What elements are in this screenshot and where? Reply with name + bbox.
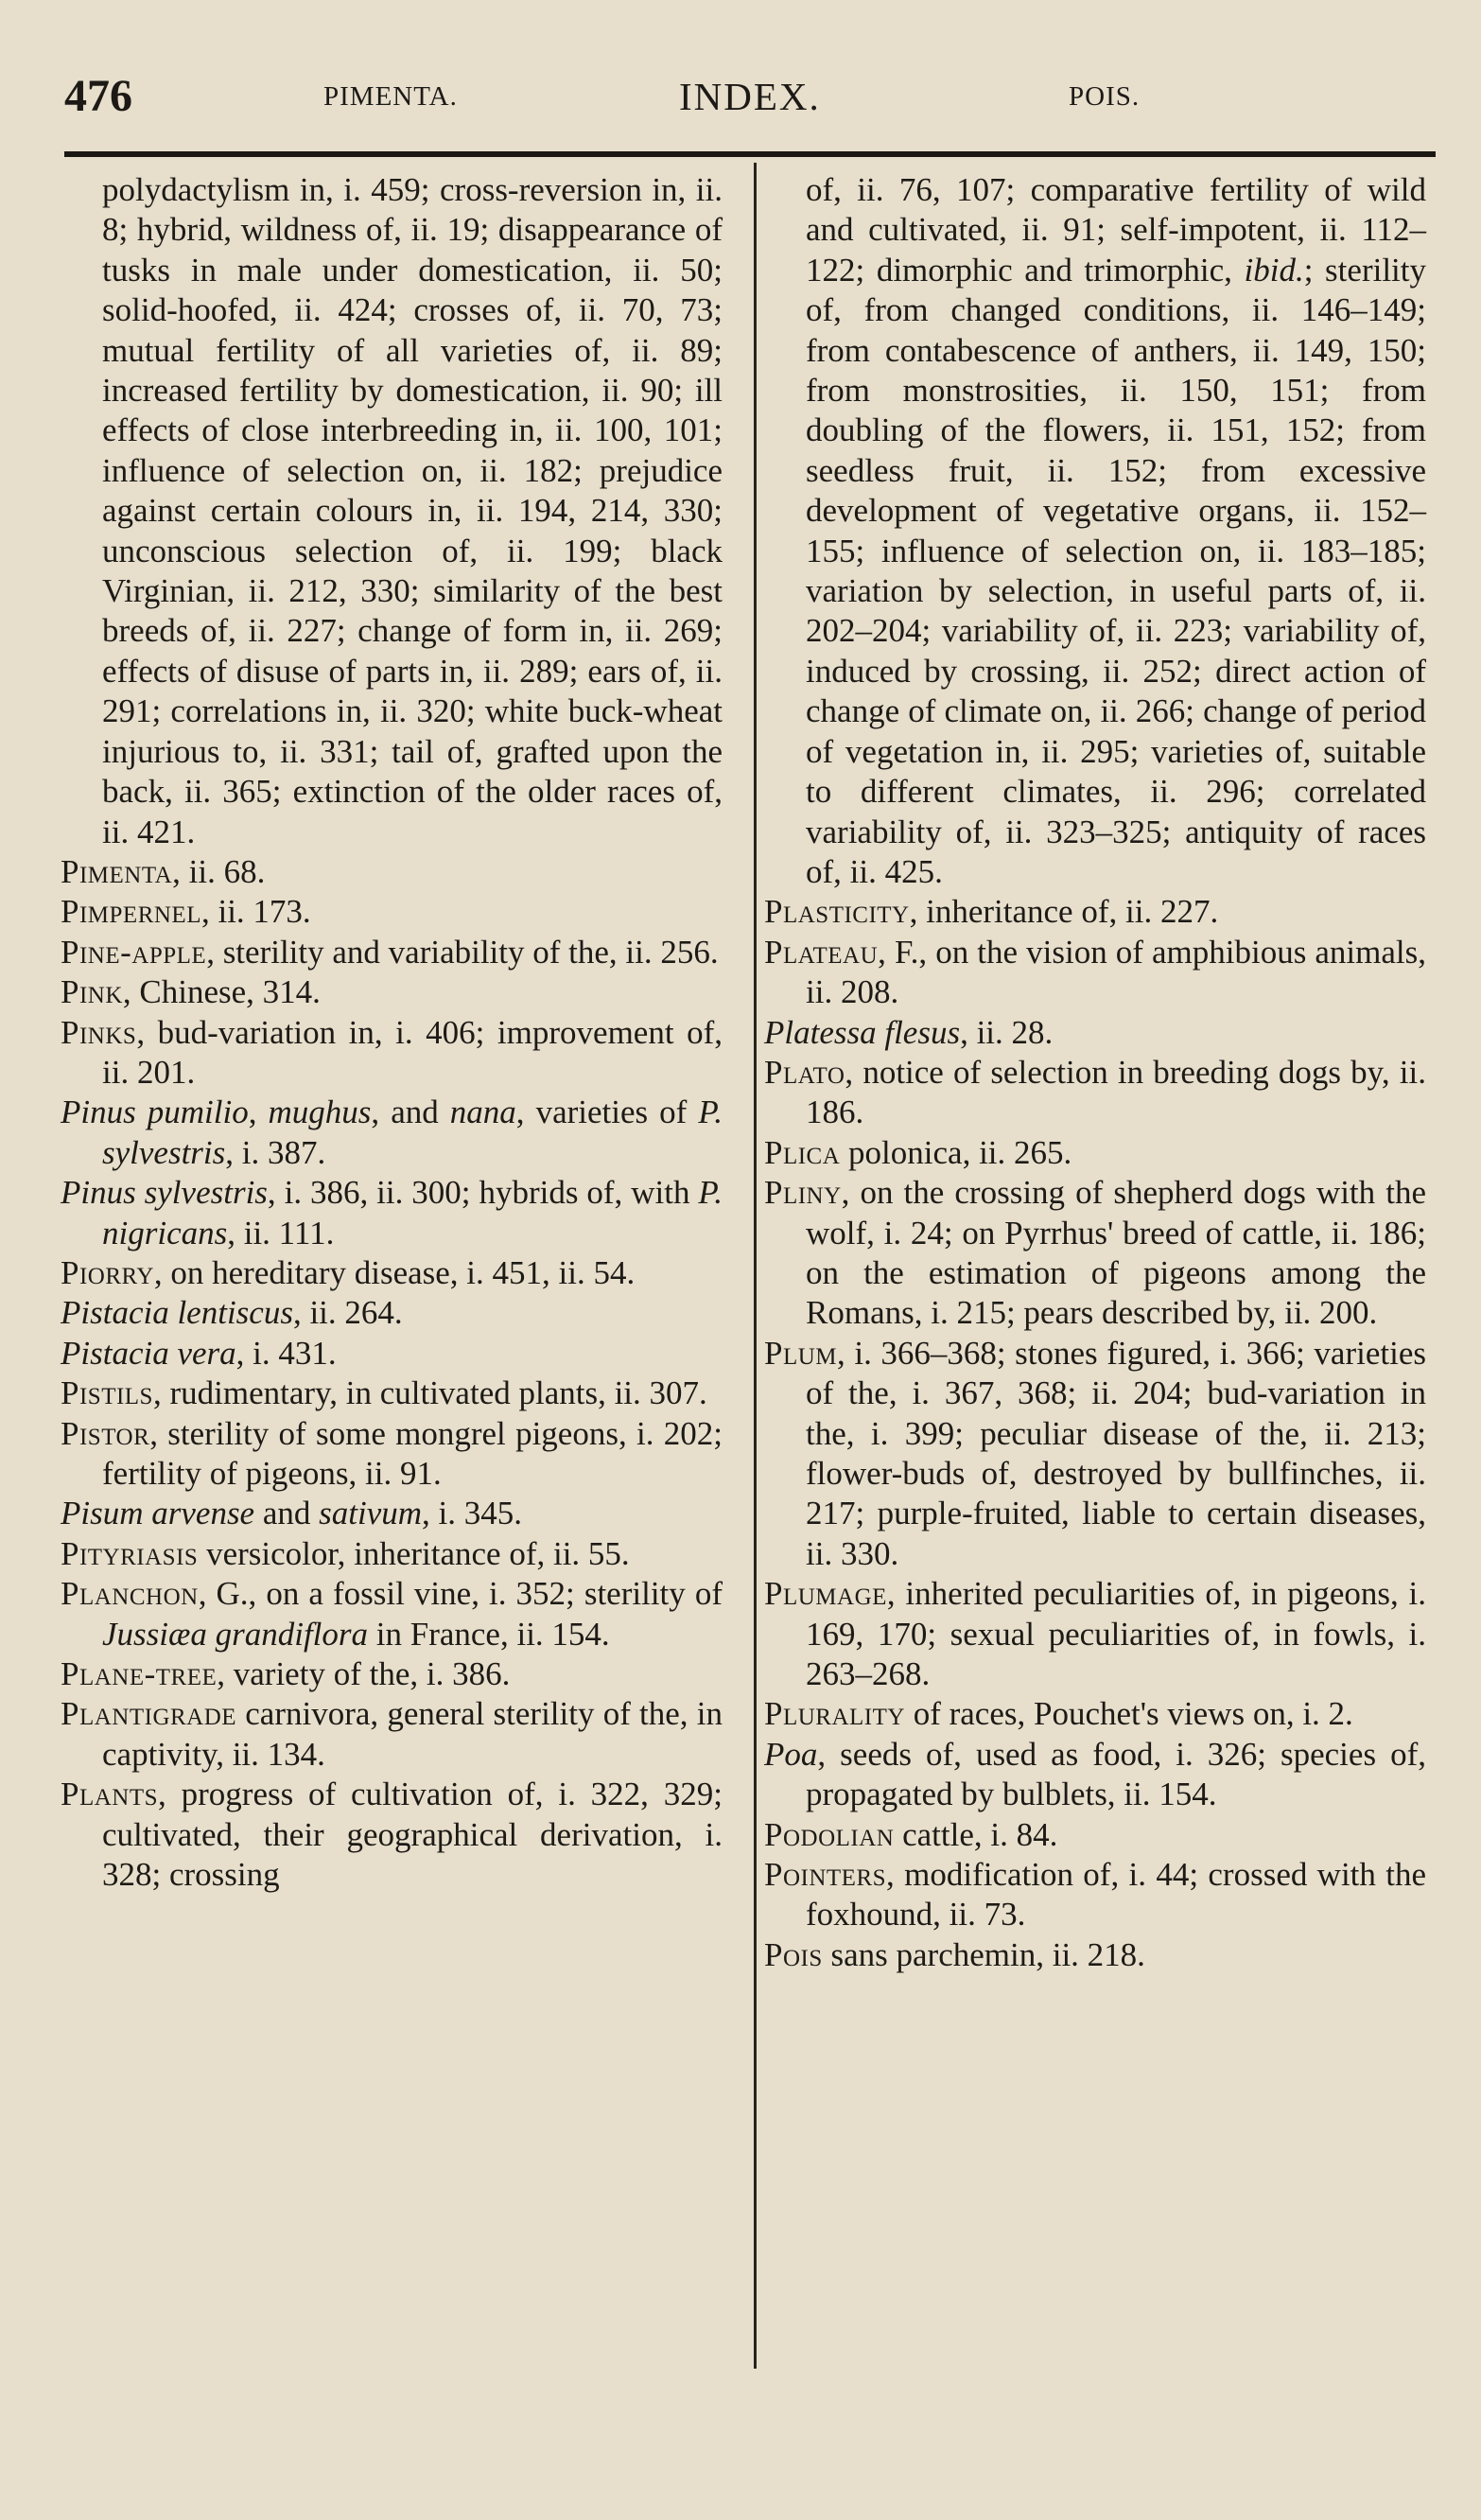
entry-text: polonica, ii. 265. <box>840 1133 1072 1171</box>
entry-headword: Podolian <box>764 1815 895 1853</box>
index-entry <box>61 1093 723 1173</box>
index-entry <box>764 1855 1426 1935</box>
index-entry <box>61 1775 723 1895</box>
index-entry <box>61 1414 723 1495</box>
entry-text: , F., on the vision of amphibious animals, ii. 208. <box>806 933 1426 1011</box>
entry-text: , G., on a fossil vine, i. 352; sterility of Jussiæa grandiflora in France, ii. 154. <box>102 1575 723 1653</box>
entry-headword: Pinks <box>61 1013 137 1051</box>
entry-headword: Pink <box>61 973 123 1011</box>
index-entry <box>61 972 723 1012</box>
entry-headword: Pistils <box>61 1374 153 1412</box>
entry-text: , notice of selection in breeding dogs by, ii. 186. <box>806 1053 1426 1131</box>
entry-headword: Plasticity <box>764 893 910 931</box>
index-entry <box>61 1694 723 1775</box>
entry-headword: Pine-apple <box>61 933 207 971</box>
entry-headword: Plants <box>61 1776 159 1813</box>
entry-headword: Pointers <box>764 1856 887 1894</box>
index-entry <box>764 1735 1426 1815</box>
entry-text: Platessa flesus, ii. 28. <box>764 1013 1054 1051</box>
entry-text: carnivora, general sterility of the, in captivity, ii. 134. <box>102 1695 723 1773</box>
entry-text: , modification of, i. 44; crossed with the foxhound, ii. 73. <box>806 1856 1426 1934</box>
entry-text: , sterility of some mongrel pigeons, i. 202; fertility of pigeons, ii. 91. <box>102 1414 723 1492</box>
left-running-head: PIMENTA. <box>323 81 458 112</box>
page-number: 476 <box>64 71 132 121</box>
index-entry <box>61 1253 723 1293</box>
index-entry <box>61 1534 723 1574</box>
entry-headword: Planchon <box>61 1575 199 1613</box>
entry-headword: Pois <box>764 1935 823 1973</box>
entry-text: , rudimentary, in cultivated plants, ii. 307. <box>152 1374 707 1412</box>
entry-text: , on hereditary disease, i. 451, ii. 54. <box>153 1253 636 1291</box>
entry-headword: Pimenta <box>61 852 173 890</box>
index-entry <box>61 852 723 892</box>
entry-text: , bud-variation in, i. 406; improvement of, ii. 201. <box>102 1013 723 1091</box>
entry-text: , on the crossing of shepherd dogs with the wolf, i. 24; on Pyrrhus' breed of cattle, ii. 186; on the estimation of pigeons among the Romans, i. 215; pears described by, ii. 200. <box>806 1174 1426 1332</box>
index-entry <box>61 1013 723 1094</box>
entry-text: , ii. 68. <box>172 852 266 890</box>
entry-headword: Plurality <box>764 1695 905 1733</box>
entry-headword: Plum <box>764 1334 838 1372</box>
index-entry <box>764 1053 1426 1133</box>
index-column-right <box>764 170 1426 1975</box>
entry-text: , inheritance of, ii. 227. <box>909 893 1219 931</box>
entry-headword: Plateau <box>764 933 879 971</box>
index-entry <box>764 933 1426 1013</box>
index-entry <box>764 1173 1426 1334</box>
index-entry <box>764 1935 1426 1975</box>
entry-headword: Piorry <box>61 1253 154 1291</box>
entry-text: , variety of the, i. 386. <box>217 1655 511 1693</box>
entry-text: of races, Pouchet's views on, i. 2. <box>904 1695 1353 1733</box>
index-entry <box>61 933 723 972</box>
entry-text: Pistacia lentiscus, ii. 264. <box>61 1294 403 1332</box>
entry-text: cattle, i. 84. <box>894 1815 1058 1853</box>
index-entry <box>764 1334 1426 1574</box>
entry-headword: Plane-tree <box>61 1655 218 1693</box>
right-running-head: POIS. <box>1069 81 1141 112</box>
entry-text: , i. 366–368; stones figured, i. 366; varieties of the, i. 367, 368; ii. 204; bud-variation in the, i. 399; peculiar disease of the, ii. 213; flower-buds of, destroyed by bullfinches, ii. 217; purple-fruited, liable to certain diseases, ii. 330. <box>806 1334 1426 1572</box>
index-entry <box>61 892 723 932</box>
index-entry <box>764 1815 1426 1855</box>
header-rule <box>64 151 1436 157</box>
entry-text: Pinus sylvestris, i. 386, ii. 300; hybrids of, with P. nigricans, ii. 111. <box>61 1174 723 1251</box>
entry-text: , sterility and variability of the, ii. 256. <box>206 933 719 971</box>
index-entry <box>61 1334 723 1374</box>
entry-headword: Plantigrade <box>61 1695 237 1733</box>
entry-text: , ii. 173. <box>200 893 311 931</box>
entry-headword: Pistor <box>61 1414 150 1452</box>
entry-headword: Plica <box>764 1133 841 1171</box>
index-entry <box>61 1374 723 1413</box>
index-entry <box>764 1013 1426 1053</box>
index-entry <box>764 892 1426 932</box>
entry-text: Poa, seeds of, used as food, i. 326; species of, propagated by bulblets, ii. 154. <box>764 1735 1426 1813</box>
entry-text: of, ii. 76, 107; comparative fertility of wild and cultivated, ii. 91; self-impotent, ii. 112–122; dimorphic and trimorphic, ibid.; sterility of, from changed conditions, ii. 146–149; from contabescence of anthers, ii. 149, 150; from monstrosities, ii. 150, 151; from doubling of the flowers, ii. 151, 152; from seedless fruit, ii. 152; from excessive development of vegetative organs, ii. 152–155; influence of selection on, ii. 183–185; variation by selection, in useful parts of, ii. 202–204; variability of, ii. 223; variability of, induced by crossing, ii. 252; direct action of change of climate on, ii. 266; change of period of vegetation in, ii. 295; varieties of, suitable to different climates, ii. 296; correlated variability of, ii. 323–325; antiquity of races of, ii. 425. <box>806 171 1426 890</box>
entry-text: Pisum arvense and sativum, i. 345. <box>61 1495 523 1532</box>
index-entry <box>61 1173 723 1253</box>
index-entry <box>61 170 723 852</box>
entry-text: polydactylism in, i. 459; cross-reversion in, ii. 8; hybrid, wildness of, ii. 19; disappearance of tusks in male under domestication, ii. 50; solid-hoofed, ii. 424; crosses of, ii. 70, 73; mutual fertility of all varieties of, ii. 89; increased fertility by domestication, ii. 90; ill effects of close interbreeding in, ii. 100, 101; influence of selection on, ii. 182; prejudice against certain colours in, ii. 194, 214, 330; unconscious selection of, ii. 199; black Virginian, ii. 212, 330; similarity of the best breeds of, ii. 227; change of form in, ii. 269; effects of disuse of parts in, ii. 289; ears of, ii. 291; correlations in, ii. 320; white buck-wheat injurious to, ii. 331; tail of, grafted upon the back, ii. 365; extinction of the older races of, ii. 421. <box>102 171 723 850</box>
entry-text: , Chinese, 314. <box>122 973 321 1011</box>
index-column-left <box>61 170 723 1895</box>
column-divider <box>754 163 757 2369</box>
index-entry <box>764 1694 1426 1734</box>
entry-headword: Plato <box>764 1053 845 1091</box>
entry-headword: Pityriasis <box>61 1534 199 1572</box>
entry-text: sans parchemin, ii. 218. <box>822 1935 1145 1973</box>
index-entry <box>61 1293 723 1333</box>
index-entry <box>764 1574 1426 1694</box>
entry-text: versicolor, inheritance of, ii. 55. <box>198 1534 630 1572</box>
entry-text: , inherited peculiarities of, in pigeons, i. 169, 170; sexual peculiarities of, in fowls, i. 263–268. <box>806 1575 1426 1693</box>
index-entry <box>61 1494 723 1533</box>
index-entry <box>764 1133 1426 1173</box>
index-entry <box>764 170 1426 892</box>
entry-headword: Plumage <box>764 1575 887 1613</box>
entry-headword: Pimpernel <box>61 893 201 931</box>
entry-text: Pinus pumilio, mughus, and nana, varieties of P. sylvestris, i. 387. <box>61 1094 723 1171</box>
running-header <box>0 59 1481 134</box>
index-entry <box>61 1574 723 1654</box>
entry-text: , progress of cultivation of, i. 322, 329; cultivated, their geographical derivation, i. 328; crossing <box>102 1776 723 1894</box>
index-entry <box>61 1654 723 1694</box>
entry-headword: Pliny <box>764 1174 842 1212</box>
page-title: INDEX. <box>679 75 821 118</box>
entry-text: Pistacia vera, i. 431. <box>61 1334 337 1372</box>
